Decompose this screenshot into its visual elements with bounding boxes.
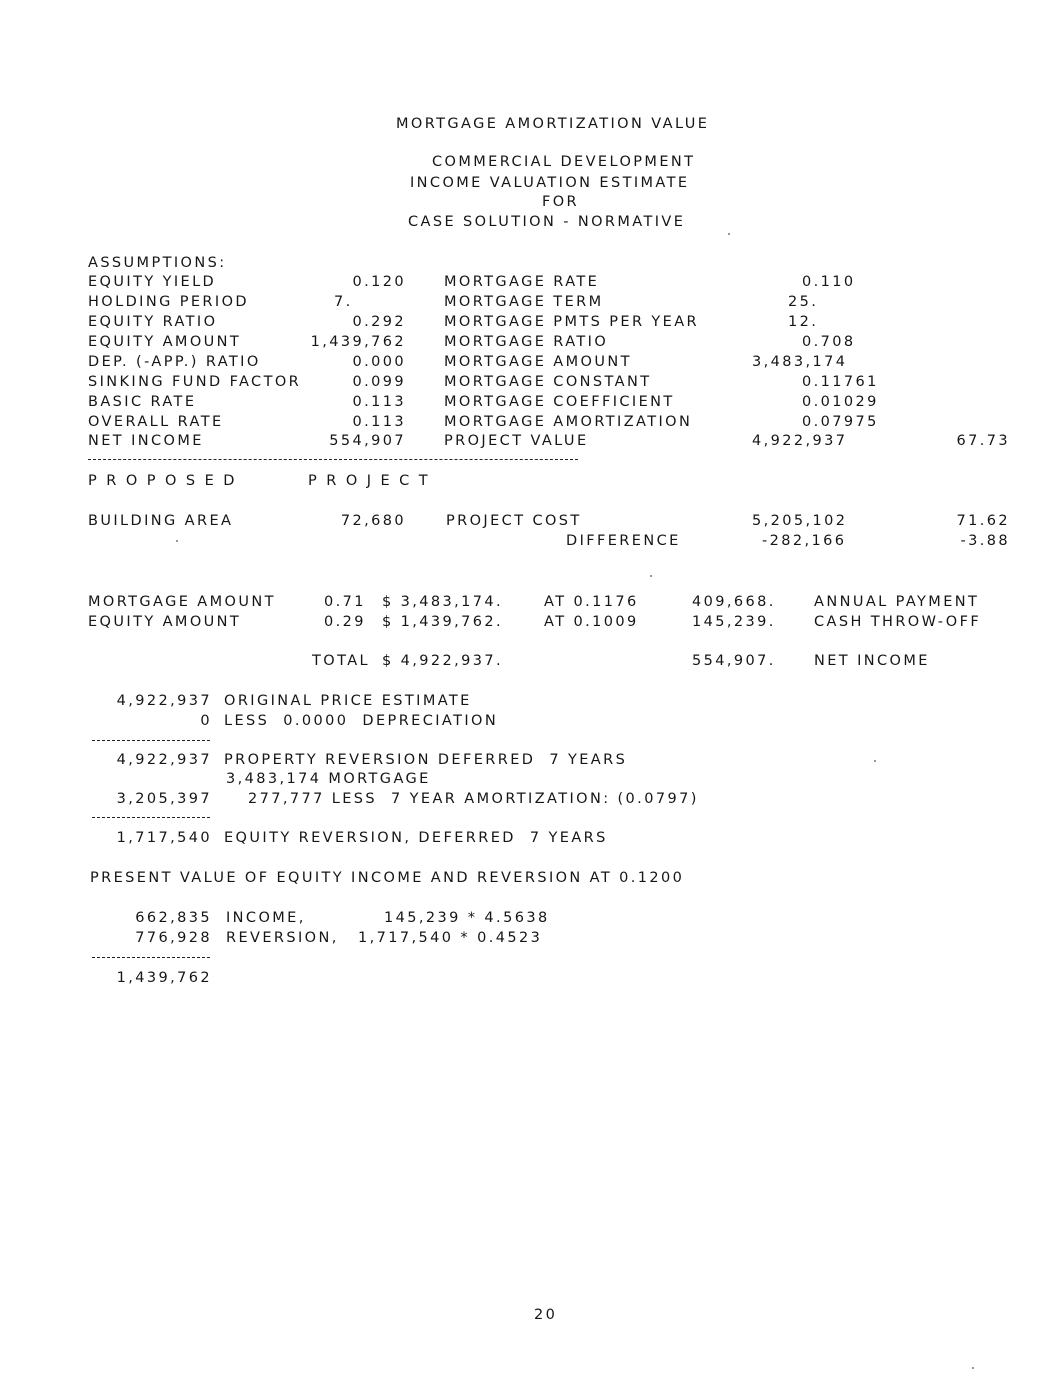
- mortgage-label: MORTGAGE PMTS PER YEAR: [444, 314, 700, 330]
- assumption-value: 0.120: [352, 274, 406, 290]
- scan-speck: [874, 760, 876, 762]
- scan-speck: [650, 575, 652, 577]
- mortgage-value: 4,922,937: [752, 433, 848, 449]
- project-heading: PROJECT: [308, 473, 438, 489]
- financing-payment: 409,668.: [692, 594, 776, 610]
- subtotal-divider: [92, 817, 210, 818]
- mortgage-value: 0.11761: [802, 374, 879, 390]
- project-cost-value: 5,205,102: [752, 513, 848, 529]
- subtitle-line-1: COMMERCIAL DEVELOPMENT: [432, 154, 696, 170]
- financing-amount: $ 1,439,762.: [382, 614, 504, 630]
- present-value-reversion-calc: 1,717,540 * 0.4523: [358, 930, 543, 946]
- assumption-label: EQUITY AMOUNT: [88, 334, 242, 350]
- proposed-heading: PROPOSED: [88, 473, 244, 489]
- present-value-reversion: 776,928: [135, 930, 212, 946]
- total-payment: 554,907.: [692, 653, 776, 669]
- assumption-value: 0.099: [352, 374, 406, 390]
- total-label: TOTAL: [312, 653, 370, 669]
- financing-description: ANNUAL PAYMENT: [814, 594, 980, 610]
- financing-payment: 145,239.: [692, 614, 776, 630]
- total-amount: $ 4,922,937.: [382, 653, 504, 669]
- present-value-income-label: INCOME,: [226, 910, 306, 926]
- mortgage-value: 0.07975: [802, 414, 879, 430]
- difference-value: -282,166: [762, 533, 847, 549]
- project-value-per-sf: 67.73: [956, 433, 1010, 449]
- financing-amount: $ 3,483,174.: [382, 594, 504, 610]
- mortgage-label: MORTGAGE CONSTANT: [444, 374, 652, 390]
- present-value-income-calc: 145,239 * 4.5638: [384, 910, 550, 926]
- page-number: 20: [534, 1307, 558, 1323]
- assumption-label: EQUITY RATIO: [88, 314, 218, 330]
- mortgage-value: 25.: [788, 294, 819, 310]
- difference-label: DIFFERENCE: [566, 533, 681, 549]
- financing-ratio: 0.29: [324, 614, 366, 630]
- assumption-label: DEP. (-APP.) RATIO: [88, 354, 261, 370]
- mortgage-label: MORTGAGE AMOUNT: [444, 354, 632, 370]
- scan-speck: [728, 233, 730, 235]
- mortgage-value: 0.110: [802, 274, 856, 290]
- assumption-label: EQUITY YIELD: [88, 274, 217, 290]
- assumption-value: 0.113: [352, 394, 406, 410]
- reversion-text: PROPERTY REVERSION DEFERRED 7 YEARS: [224, 752, 628, 768]
- subtitle-line-2: INCOME VALUATION ESTIMATE: [410, 175, 690, 191]
- building-area-value: 72,680: [340, 513, 406, 529]
- financing-rate: AT 0.1176: [544, 594, 639, 610]
- assumption-value: 0.000: [352, 354, 406, 370]
- document-title: MORTGAGE AMORTIZATION VALUE: [396, 116, 710, 132]
- mortgage-label: MORTGAGE RATE: [444, 274, 600, 290]
- reversion-value: 1,717,540: [116, 830, 212, 846]
- mortgage-balance-text: 3,483,174 MORTGAGE: [226, 771, 431, 787]
- mortgage-label: MORTGAGE COEFFICIENT: [444, 394, 675, 410]
- reversion-value: 4,922,937: [116, 752, 212, 768]
- divider-line: [88, 459, 578, 460]
- mortgage-label: MORTGAGE TERM: [444, 294, 604, 310]
- reversion-text: LESS 0.0000 DEPRECIATION: [224, 713, 499, 729]
- reversion-value: 3,205,397: [116, 791, 212, 807]
- reversion-text: ORIGINAL PRICE ESTIMATE: [224, 693, 472, 709]
- reversion-value: 4,922,937: [116, 693, 212, 709]
- assumption-label: NET INCOME: [88, 433, 204, 449]
- subtitle-line-4: CASE SOLUTION - NORMATIVE: [408, 214, 686, 230]
- assumption-label: SINKING FUND FACTOR: [88, 374, 302, 390]
- scan-speck: [176, 540, 178, 542]
- financing-rate: AT 0.1009: [544, 614, 639, 630]
- reversion-value: 0: [200, 713, 212, 729]
- building-area-label: BUILDING AREA: [88, 513, 234, 529]
- assumption-value: 7.: [334, 294, 353, 310]
- mortgage-value: 0.01029: [802, 394, 879, 410]
- assumption-value: 554,907: [329, 433, 406, 449]
- present-value-heading: PRESENT VALUE OF EQUITY INCOME AND REVERSION AT 0.1200: [90, 870, 685, 886]
- present-value-reversion-label: REVERSION,: [226, 930, 339, 946]
- difference-per-sf: -3.88: [960, 533, 1010, 549]
- mortgage-label: MORTGAGE RATIO: [444, 334, 609, 350]
- financing-label: EQUITY AMOUNT: [88, 614, 242, 630]
- mortgage-value: 0.708: [802, 334, 856, 350]
- mortgage-label: MORTGAGE AMORTIZATION: [444, 414, 693, 430]
- total-description: NET INCOME: [814, 653, 930, 669]
- present-value-income: 662,835: [135, 910, 212, 926]
- reversion-text: 277,777 LESS 7 YEAR AMORTIZATION: (0.0797): [248, 791, 699, 807]
- mortgage-label: PROJECT VALUE: [444, 433, 589, 449]
- project-cost-per-sf: 71.62: [956, 513, 1010, 529]
- subtitle-line-3: FOR: [542, 194, 580, 210]
- present-value-total: 1,439,762: [116, 970, 212, 986]
- mortgage-value: 12.: [788, 314, 819, 330]
- assumption-value: 0.113: [352, 414, 406, 430]
- financing-ratio: 0.71: [324, 594, 366, 610]
- financing-description: CASH THROW-OFF: [814, 614, 982, 630]
- assumptions-heading: ASSUMPTIONS:: [88, 255, 227, 271]
- reversion-text: EQUITY REVERSION, DEFERRED 7 YEARS: [224, 830, 608, 846]
- mortgage-value: 3,483,174: [752, 354, 848, 370]
- scan-speck: [972, 1367, 974, 1369]
- subtotal-divider: [92, 740, 210, 741]
- project-cost-label: PROJECT COST: [446, 513, 582, 529]
- assumption-value: 0.292: [352, 314, 406, 330]
- financing-label: MORTGAGE AMOUNT: [88, 594, 276, 610]
- assumption-value: 1,439,762: [310, 334, 406, 350]
- assumption-label: OVERALL RATE: [88, 414, 224, 430]
- assumption-label: BASIC RATE: [88, 394, 197, 410]
- subtotal-divider: [92, 957, 210, 958]
- assumption-label: HOLDING PERIOD: [88, 294, 249, 310]
